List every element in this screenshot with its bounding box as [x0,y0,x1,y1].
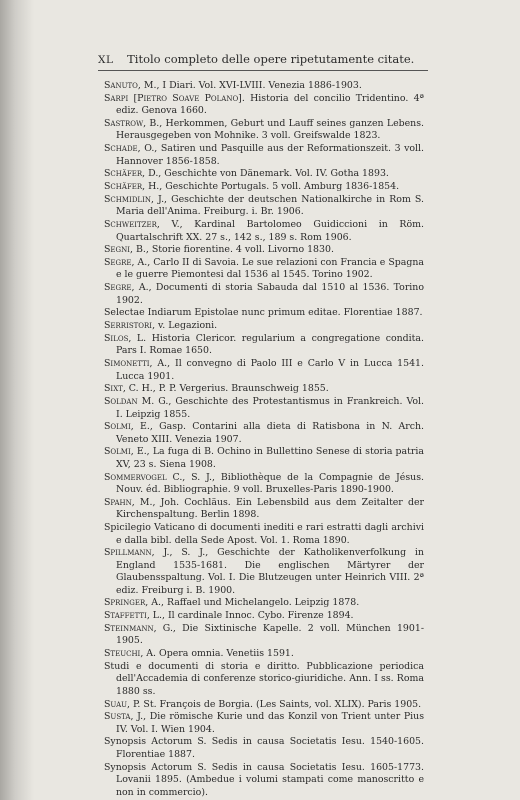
bibliography-entry [104,80,424,92]
bibliography-entry [104,661,424,698]
bibliography-entry [104,168,424,180]
bibliography-entry [104,383,424,395]
bibliography-entry [104,118,424,143]
entry-text: La fuga di B. Ochino in Bullettino Senese di storia patria XV, 23 s. Siena 1908. [116,446,424,470]
entry-author: Schade, O., [104,143,161,155]
entry-text: Synopsis Actorum S. Sedis in causa Societatis Iesu. 1605-1773. Lovanii 1895. (Ambedue i volumi stampati come manoscritto e non in commercio). [104,761,424,798]
bibliography-entry [104,711,424,736]
entry-author: Spillmann, J., [104,547,182,559]
bibliography-entry [104,762,424,799]
entry-text: Studi e documenti di storia e diritto. Pubblicazione periodica dell'Accademia di conferenze storico-giuridiche. Ann. I ss. Roma 1880 ss. [104,660,424,697]
bibliography-entry [104,244,424,256]
entry-text: S. J., Geschichte der Katholikenverfolkung in England 1535-1681. Die englischen Märtyrer der Glaubensspaltung. Vol. I. Die Blutzeugen unter Heinrich VIII. 2ª ediz. Freiburg i. B. 1900. [116,547,424,596]
bibliography-entry [104,648,424,660]
bibliography-entry [104,396,424,421]
entry-text: Geschichte von Dänemark. Vol. IV. Gotha 1893. [164,168,389,180]
entry-text: P. St. François de Borgia. (Les Saints, vol. XLIX). Paris 1905. [133,698,422,710]
entry-author: Silos, L. [104,332,152,344]
entry-author: Susta, J., [104,711,150,723]
entry-text: Storie fiorentine. 4 voll. Livorno 1830. [151,244,334,256]
bibliography-entry [104,181,424,193]
entry-text: S. J., Bibliothèque de la Compagnie de Jésus. Nouv. éd. Bibliographie. 9 voll. Bruxelles-Paris 1890-1900. [116,471,424,496]
entry-author: Solmi, E., [104,421,160,433]
entry-author: Segre, A., [104,257,154,269]
bibliography-entry [104,93,424,118]
entry-author: Spahn, M., [104,496,161,508]
entry-text: Synopsis Actorum S. Sedis in causa Societatis Iesu. 1540-1605. Florentiae 1887. [104,736,424,760]
entry-author: Staffetti, L., [104,610,168,622]
bibliography-entry [104,257,424,282]
entry-text: P. P. Vergerius. Braunschweig 1855. [158,383,329,395]
entry-author: Simonetti, A., [104,358,175,370]
entry-author: Steinmann, G., [104,622,183,634]
bibliography-entry [104,282,424,307]
entry-author: Sarpi [Pietro Soave Polano]. [104,92,251,104]
bibliography-entry [104,446,424,471]
bibliography-entry [104,699,424,711]
entry-author: Sastrow, B., [104,117,166,129]
entry-author: Serristori, [104,320,159,332]
entry-text: I Diari. Vol. XVI-LVIII. Venezia 1886-1903. [162,80,362,91]
bibliography-entry [104,610,424,622]
entry-text: Herkommen, Geburt und Lauff seines ganzen Lebens. Herausgegeben von Mohnike. 3 voll. Greifswalde 1823. [116,117,425,142]
entry-text: Satiren und Pasquille aus der Reformationszeit. 3 voll. Hannover 1856-1858. [116,143,424,167]
bibliography-entry [104,522,424,547]
entry-text: Selectae Indiarum Epistolae nunc primum editae. Florentiae 1887. [104,307,423,319]
bibliography-entry [104,320,424,332]
entry-text: Joh. Cochläus. Ein Lebensbild aus dem Zeitalter der Kirchenspaltung. Berlin 1898. [116,496,424,521]
entry-author: Steuchi, A. [104,648,160,660]
bibliography-entry [104,219,424,244]
page-binding-shadow [0,0,34,800]
entry-text: Historia Clericor. regularium a congregatione condita. Pars I. Romae 1650. [116,332,424,357]
entry-text: Il cardinale Innoc. Cybo. Firenze 1894. [167,610,354,622]
entry-author: Segre, A., [104,282,156,294]
page-title: Titolo completo delle opere ripetutamente citate. [127,52,415,66]
entry-author: Segni, B., [104,244,152,256]
entry-text: Geschichte des Protestantismus in Frankreich. Vol. I. Leipzig 1855. [116,396,424,420]
bibliography-entry [104,194,424,219]
entry-author: Soldan M. G., [104,396,176,408]
bibliography-entry [104,143,424,168]
entry-author: Solmi, E., [104,446,153,458]
bibliography-entry [104,307,424,319]
bibliography-entry [104,547,424,597]
bibliography-entry [104,623,424,648]
entry-author: Sixt, C. H., [104,383,159,395]
entry-text: Kardinal Bartolomeo Guidiccioni in Röm. Quartalschrift XX. 27 s., 142 s., 189 s. Rom 1906. [116,219,424,243]
entry-author: Suau, [104,698,134,710]
bibliography-list [104,80,424,799]
bibliography-entry [104,497,424,522]
entry-text: Opera omnia. Venetiis 1591. [159,648,294,660]
entry-text: Spicilegio Vaticano di documenti inediti e rari estratti dagli archivi e dalla bibl. della Sede Apost. Vol. 1. Roma 1890. [104,522,424,546]
entry-text: Geschichte Portugals. 5 voll. Amburg 1836-1854. [165,181,400,193]
entry-text: Raffael und Michelangelo. Leipzig 1878. [166,597,360,609]
entry-text: Documenti di storia Sabauda dal 1510 al 1536. Torino 1902. [116,282,424,306]
bibliography-entry [104,333,424,358]
header-rule [98,70,428,71]
entry-text: Historia del concilio Tridentino. 4ª ediz. Genova 1660. [116,92,424,117]
bibliography-entry [104,472,424,497]
entry-text: Geschichte der deutschen Nationalkirche in Rom S. Maria dell'Anima. Freiburg. i. Br. 1906. [116,193,424,218]
entry-text: Die Sixtinische Kapelle. 2 voll. München 1901-1905. [116,622,424,647]
bibliography-entry [104,597,424,609]
entry-author: Springer, A., [104,597,167,609]
bibliography-entry [104,358,424,383]
entry-text: Il convegno di Paolo III e Carlo V in Lucca 1541. Lucca 1901. [116,358,424,382]
bibliography-entry [104,736,424,761]
entry-author: Schweitzer, V., [104,219,195,231]
running-header [98,52,428,66]
entry-author: Schmidlin, J., [104,193,172,205]
page-number: XL [98,54,114,66]
entry-text: v. Legazioni. [158,320,218,332]
entry-author: Schäfer, D., [104,168,165,180]
entry-text: Die römische Kurie und das Konzil von Trient unter Pius IV. Vol. I. Wien 1904. [116,711,425,735]
bibliography-entry [104,421,424,446]
entry-author: Sanuto, M., [104,80,163,91]
entry-text: Carlo II di Savoia. Le sue relazioni con Francia e Spagna e le guerre Piemontesi dal 1536 al 1545. Torino 1902. [116,257,424,281]
entry-author: Sommervogel C., [104,471,192,483]
entry-text: Gasp. Contarini alla dieta di Ratisbona in N. Arch. Veneto XIII. Venezia 1907. [116,421,424,445]
entry-author: Schäfer, H., [104,181,166,193]
